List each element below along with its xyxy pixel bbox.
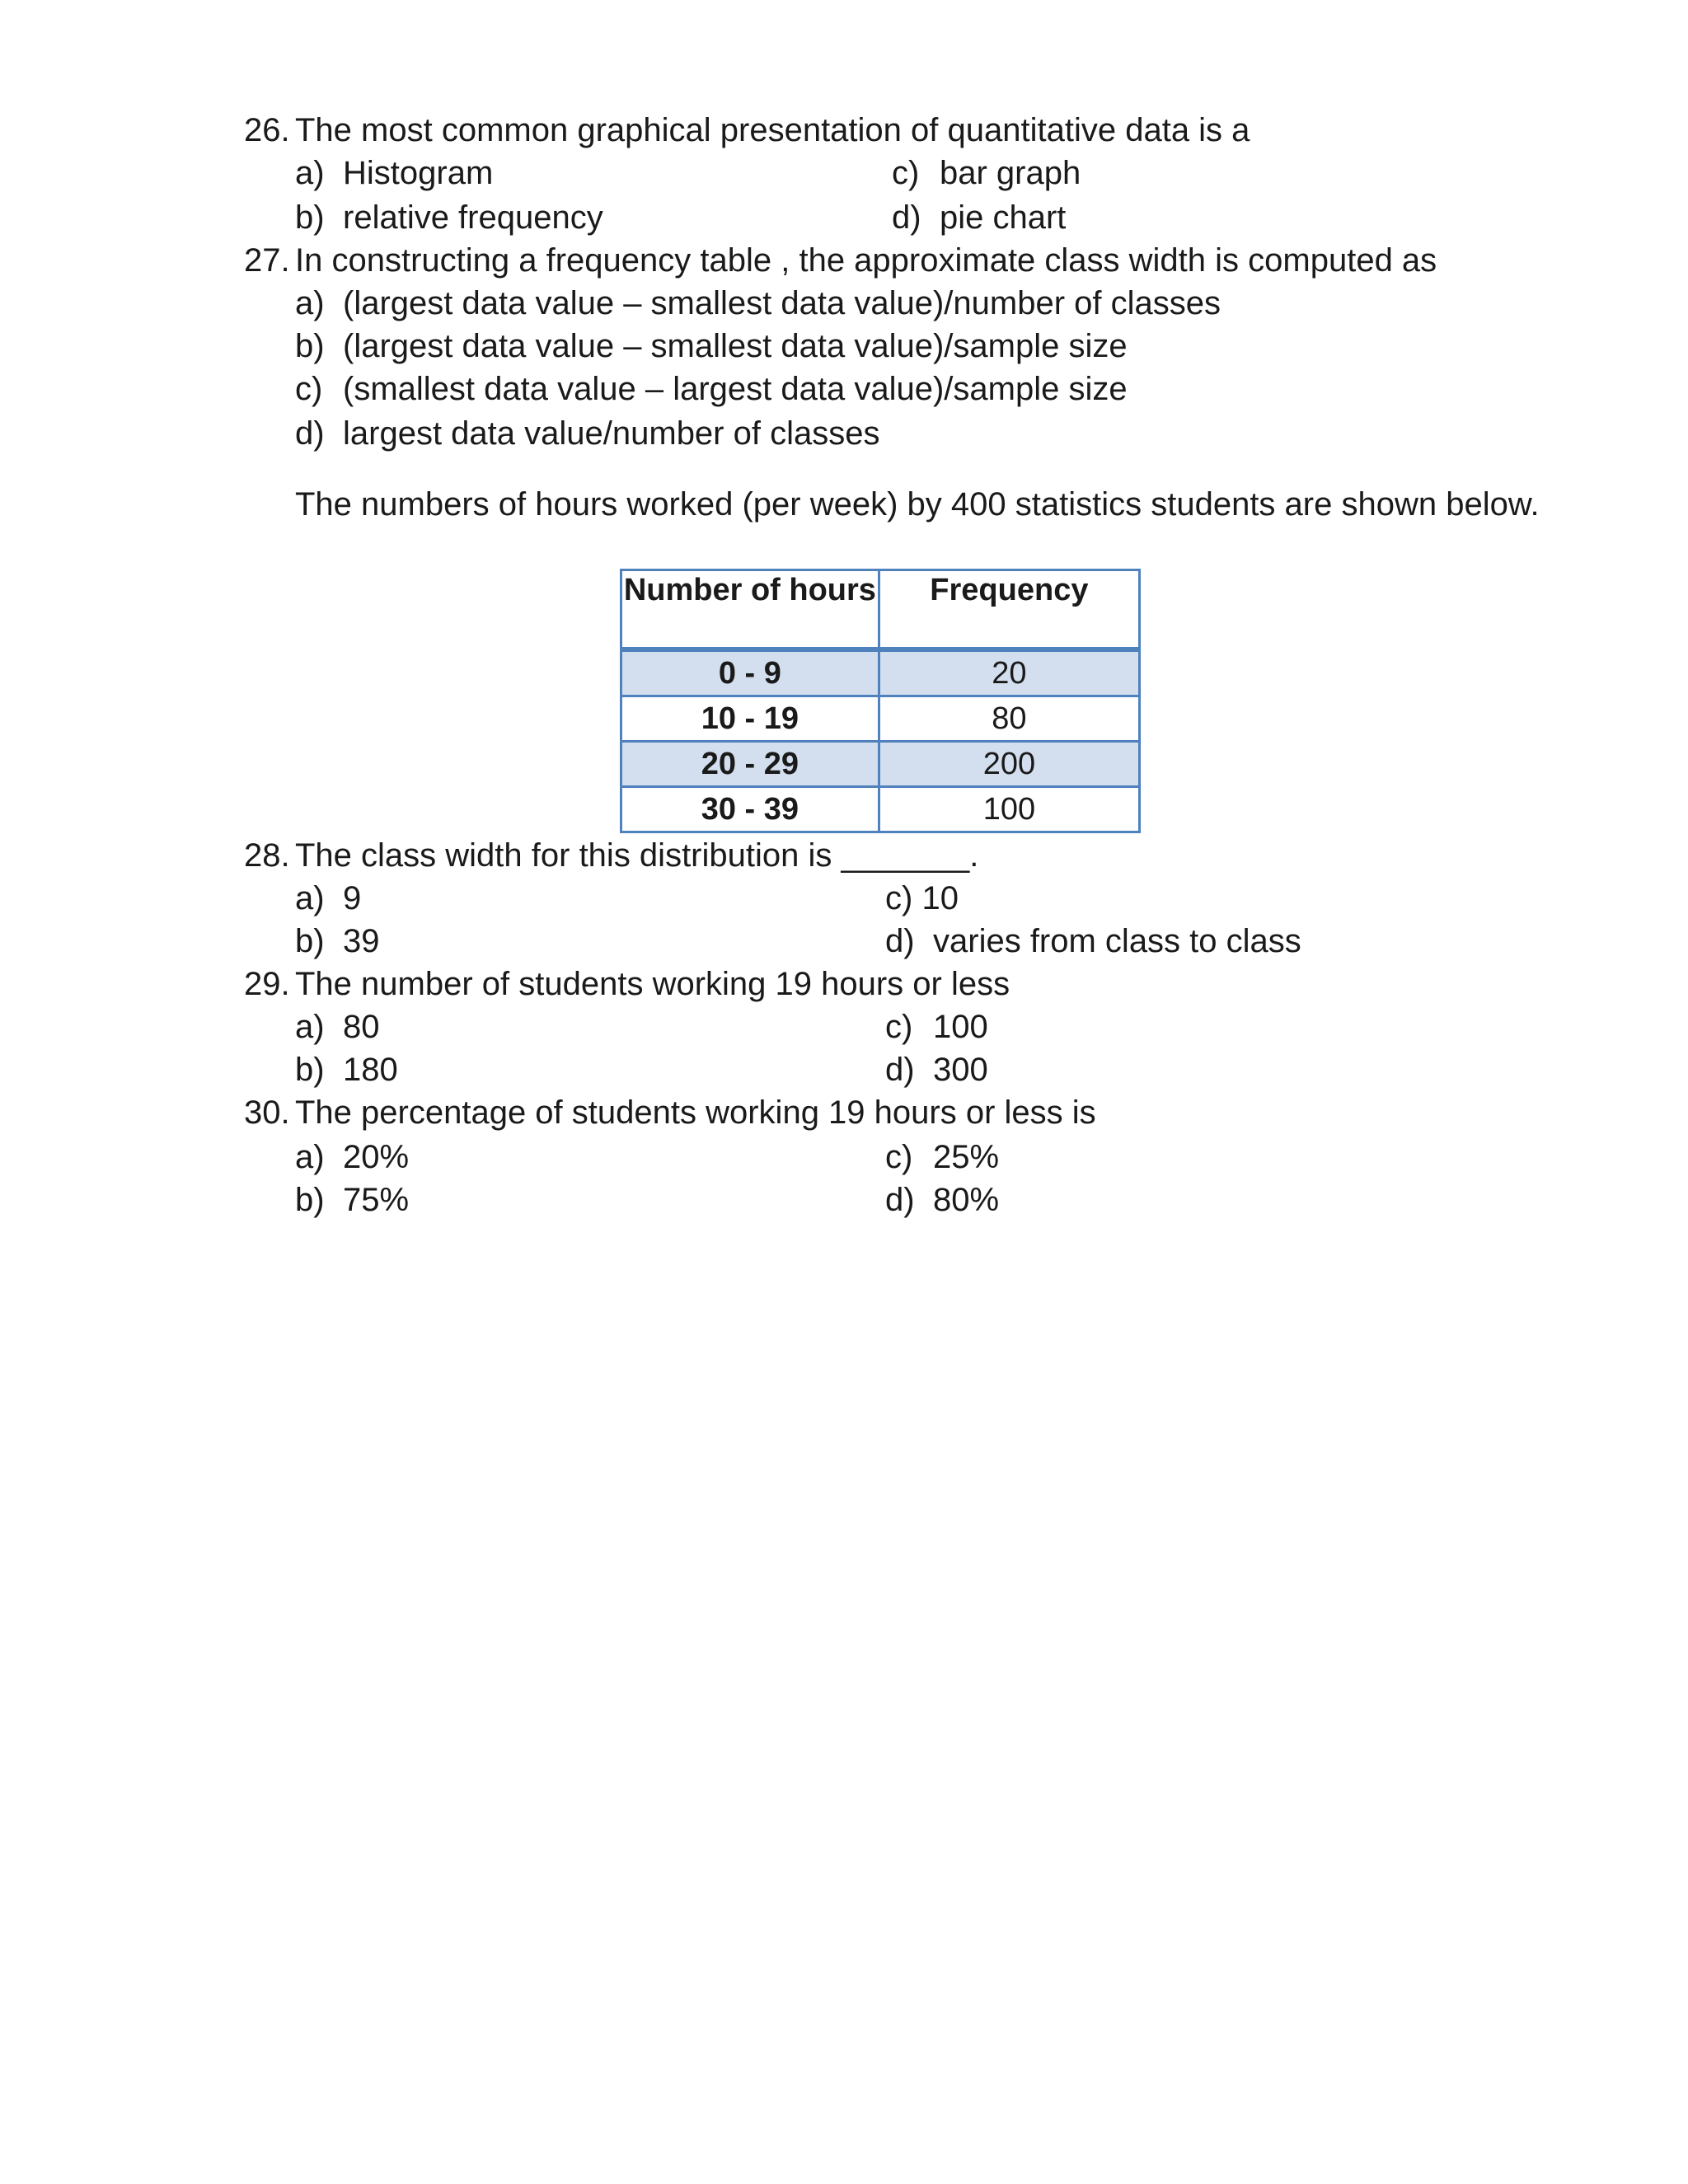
option-label: c) xyxy=(892,155,920,191)
option-text: varies from class to class xyxy=(933,923,1301,959)
option-29c xyxy=(885,1007,988,1047)
option-28b xyxy=(295,921,380,961)
option-label: d) xyxy=(892,199,921,236)
option-28c xyxy=(885,879,959,918)
cell-hours: 30 - 39 xyxy=(621,787,879,832)
table-header-row xyxy=(621,570,1140,650)
option-text: Histogram xyxy=(343,155,494,191)
option-26c xyxy=(892,153,1081,193)
option-27a xyxy=(295,284,1221,323)
table-row xyxy=(621,742,1140,787)
option-label: b) xyxy=(295,328,325,364)
question-text: The most common graphical presentation of quantitative data is a xyxy=(295,112,1250,148)
question-number: 29. xyxy=(244,966,290,1002)
cell-frequency: 200 xyxy=(879,742,1139,787)
question-text: The number of students working 19 hours or less xyxy=(295,966,1010,1002)
table-intro: The numbers of hours worked (per week) by 400 statistics students are shown below. xyxy=(295,486,1540,523)
option-label: c) xyxy=(885,880,913,916)
option-27d xyxy=(295,414,879,453)
option-label: d) xyxy=(885,923,915,959)
question-29 xyxy=(244,964,1010,1004)
cell-frequency: 20 xyxy=(879,649,1139,696)
option-30a xyxy=(295,1137,409,1177)
question-number: 30. xyxy=(244,1094,290,1131)
option-28a xyxy=(295,879,361,918)
option-26d xyxy=(892,198,1066,237)
option-label: a) xyxy=(295,1009,325,1045)
option-text: (largest data value – smallest data value)/number of classes xyxy=(343,285,1221,321)
option-29b xyxy=(295,1050,398,1090)
option-text: bar graph xyxy=(940,155,1081,191)
option-label: c) xyxy=(295,371,323,407)
header-hours: Number of hours xyxy=(621,570,879,650)
question-text: The percentage of students working 19 hours or less is xyxy=(295,1094,1096,1131)
option-27c xyxy=(295,369,1128,409)
option-label: d) xyxy=(885,1052,915,1088)
cell-hours: 10 - 19 xyxy=(621,696,879,742)
option-29a xyxy=(295,1007,380,1047)
header-frequency: Frequency xyxy=(879,570,1139,650)
option-text: 180 xyxy=(343,1052,398,1088)
option-30c xyxy=(885,1137,999,1177)
option-label: b) xyxy=(295,199,325,236)
option-text: 80 xyxy=(343,1009,380,1045)
option-label: d) xyxy=(295,415,325,452)
option-text: 9 xyxy=(343,880,362,916)
frequency-table xyxy=(620,569,1141,833)
option-text: 75% xyxy=(343,1182,410,1218)
question-number: 27. xyxy=(244,242,290,279)
option-label: d) xyxy=(885,1182,915,1218)
option-28d xyxy=(885,921,1301,961)
option-label: b) xyxy=(295,1182,325,1218)
option-text: largest data value/number of classes xyxy=(343,415,880,452)
option-label: c) xyxy=(885,1009,913,1045)
option-text: 300 xyxy=(933,1052,988,1088)
option-26a xyxy=(295,153,493,193)
option-label: a) xyxy=(295,1139,325,1175)
option-label: c) xyxy=(885,1139,913,1175)
option-text: 100 xyxy=(933,1009,988,1045)
question-26 xyxy=(244,110,1250,150)
question-number: 28. xyxy=(244,837,290,874)
option-text: pie chart xyxy=(940,199,1067,236)
cell-frequency: 80 xyxy=(879,696,1139,742)
question-number: 26. xyxy=(244,112,290,148)
question-28 xyxy=(244,836,978,875)
option-text: 80% xyxy=(933,1182,1000,1218)
option-label: b) xyxy=(295,923,325,959)
table-row xyxy=(621,696,1140,742)
table-row xyxy=(621,649,1140,696)
option-29d xyxy=(885,1050,988,1090)
cell-hours: 20 - 29 xyxy=(621,742,879,787)
table-row xyxy=(621,787,1140,832)
option-text: 20% xyxy=(343,1139,410,1175)
question-27 xyxy=(244,241,1437,280)
option-26b xyxy=(295,198,603,237)
option-label: b) xyxy=(295,1052,325,1088)
option-label: a) xyxy=(295,880,325,916)
option-text: (smallest data value – largest data value)/sample size xyxy=(343,371,1128,407)
option-text: 25% xyxy=(933,1139,1000,1175)
cell-hours: 0 - 9 xyxy=(621,649,879,696)
option-text: (largest data value – smallest data value)/sample size xyxy=(343,328,1128,364)
option-text: 10 xyxy=(921,880,959,916)
option-30b xyxy=(295,1180,409,1220)
option-text: 39 xyxy=(343,923,380,959)
option-text: relative frequency xyxy=(343,199,603,236)
option-label: a) xyxy=(295,285,325,321)
cell-frequency: 100 xyxy=(879,787,1139,832)
question-text: In constructing a frequency table , the approximate class width is computed as xyxy=(295,242,1437,279)
question-text: The class width for this distribution is _______. xyxy=(295,837,979,874)
option-27b xyxy=(295,326,1128,366)
option-label: a) xyxy=(295,155,325,191)
option-30d xyxy=(885,1180,999,1220)
question-30 xyxy=(244,1093,1096,1132)
